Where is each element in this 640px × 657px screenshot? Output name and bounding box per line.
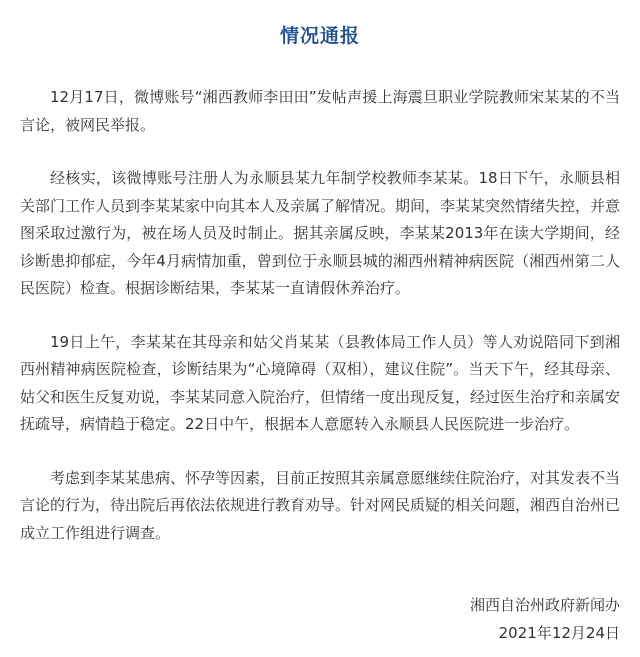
paragraph-3: 19日上午，李某某在其母亲和姑父肖某某（县教体局工作人员）等人劝说陪同下到湘西州精神病医院检查，诊断结果为“心境障碍（双相），建议住院”。当天下午，经其母亲、姑父和医生反复劝说，李某某同意入院治疗，但情绪一度出现反复，经过医生治疗和亲属安抚疏导，病情趋于稳定。22日中午，根据本人意愿转入永顺县人民医院进一步治疗。 (20, 332, 621, 433)
signature-organization: 湘西自治州政府新闻办 (469, 596, 620, 614)
signature-date: 2021年12月24日 (498, 624, 620, 642)
paragraph-1: 12月17日，微博账号“湘西教师李田田”发帖声援上海震旦职业学院教师宋某某的不当言论，被网民举报。 (20, 88, 620, 134)
paragraph-4: 考虑到李某某患病、怀孕等因素，目前正按照其亲属意愿继续住院治疗，对其发表不当言论的行为，待出院后再依法依规进行教育劝导。针对网民质疑的相关问题，湘西自治州已成立工作组进行调查。 (20, 468, 621, 542)
paragraph-2: 经核实，该微博账号注册人为永顺县某九年制学校教师李某某。18日下午，永顺县相关部门工作人员到李某某家中向其本人及亲属了解情况。期间，李某某突然情绪失控，并意图采取过激行为，被在场人员及时制止。据其亲属反映，李某某2013年在读大学期间，经诊断患抑郁症，今年4月病情加重，曾到位于永顺县城的湘西州精神病医院（湘西州第二人民医院）检查。根据诊断结果，李某某一直请假休养治疗。 (20, 169, 621, 297)
notice-title: 情况通报 (279, 25, 360, 47)
